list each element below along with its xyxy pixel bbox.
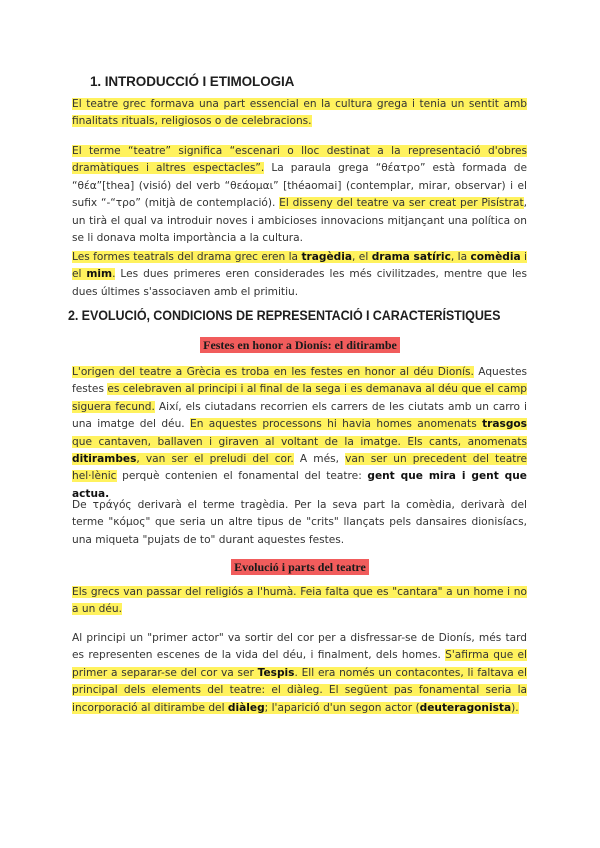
bold-term: tragèdia — [301, 251, 353, 263]
paragraph-origin — [72, 364, 527, 503]
highlight: El teatre grec formava una part essencial en la cultura grega i tenia un sentit amb finalitats rituals, religiosos o de celebracions. — [72, 98, 527, 128]
bold-term: diàleg — [227, 701, 265, 714]
text: perquè contenien el fonamental del teatre: — [116, 470, 368, 483]
bold-term: trasgos — [482, 418, 527, 431]
text: . Ell era només un contacontes, li faltava el principal dels elements del teatre: el diàleg. El següent pas fonamental seria la incorporació al ditirambe del — [72, 666, 527, 714]
text: La paraula grega “θέατρο” està formada de “θέα”[thea] (visió) del verb “θεάομαι” [théaomai] (contemplar, mirar, observar) i el sufix “-“τρο” (mitjà de contemplació). — [72, 162, 527, 210]
bold-term: ditirambes — [72, 453, 137, 466]
highlight: Els grecs van passar del religiós a l'humà. Feia falta que es "cantara" a un home i no a un déu. — [72, 586, 527, 616]
text: A més, — [293, 453, 346, 466]
text: En aquestes processons hi havia homes anomenats — [190, 418, 483, 431]
text: i el — [72, 251, 527, 281]
highlight: es celebraven al principi i al final de la sega i es demanava al déu que el camp siguera fecund. — [72, 383, 527, 413]
subheading-dionysus — [0, 338, 600, 353]
text: ). — [511, 701, 519, 714]
bold-term: deuteragonista — [419, 701, 512, 714]
paragraph-actors — [72, 630, 527, 717]
text: Les formes teatrals del drama grec eren la — [72, 251, 302, 263]
section-2-heading: 2. EVOLUCIÓ, CONDICIONS DE REPRESENTACIÓ I CARACTERÍSTIQUES — [68, 308, 501, 323]
subheading-label: Festes en honor a Dionís: el ditirambe — [200, 337, 400, 353]
text: ; l'aparició d'un segon actor ( — [264, 701, 420, 714]
paragraph-derivation — [72, 497, 527, 549]
paragraph-intro — [72, 96, 527, 131]
text: . — [112, 268, 116, 281]
highlight: El terme “teatre” significa “escenari o lloc destinat a la representació d'obres dramàtiques i altres espectacles”. — [72, 145, 527, 175]
bold-term: drama satíric — [371, 251, 451, 263]
paragraph-forms — [72, 249, 527, 301]
text: , van ser el preludi del cor. — [136, 453, 294, 466]
text: Al principi un "primer actor" va sortir del cor per a disfressar-se de Dionís, més tard es representen escenes de la vida del déu, i finalment, dels homes. — [72, 632, 527, 662]
bold-term: mim — [86, 268, 113, 281]
text: Així, els ciutadans recorrien els carrers de les ciutats amb un carro i una imatge del déu. — [72, 400, 527, 431]
highlight: El disseny del teatre va ser creat per Pisístrat — [279, 197, 524, 210]
bold-term: comèdia — [470, 251, 521, 263]
paragraph-etymology — [72, 143, 527, 247]
text: De τράγός derivarà el terme tragèdia. Per la seva part la comèdia, derivarà del terme "κόμος" que seria un altre tipus de "crits" llançats pels dansaires dionisíacs, una miqueta "pujats de to" durant aquestes festes. — [72, 499, 527, 546]
subheading-label: Evolució i parts del teatre — [231, 559, 369, 575]
subheading-evolution — [0, 560, 600, 575]
text: que cantaven, ballaven i giraven al voltant de la imatge. Els cants, anomenats — [72, 435, 527, 448]
text: , la — [450, 251, 471, 263]
highlight: van ser un precedent del teatre hel·lènic — [72, 453, 527, 483]
text: Aquestes festes — [72, 366, 527, 396]
section-1-heading: 1. INTRODUCCIÓ I ETIMOLOGIA — [90, 74, 295, 89]
text: Les dues primeres eren considerades les més civilitzades, mentre que les dues últimes s'associaven amb el primitiu. — [72, 268, 527, 298]
bold-term: gent que mira i gent que actua. — [72, 470, 527, 500]
paragraph-human — [72, 584, 527, 619]
text: , el — [352, 251, 372, 263]
bold-term: Tespis — [257, 666, 295, 679]
text: S'afirma que el primer a separar-se del cor va ser — [72, 649, 528, 679]
text: , un tirà el qual va introduir noves i ambicioses innovacions mitjançant una política on se li donava molta importància a la cultura. — [72, 197, 527, 245]
highlight: L'origen del teatre a Grècia es troba en les festes en honor al déu Dionís. — [72, 366, 474, 378]
